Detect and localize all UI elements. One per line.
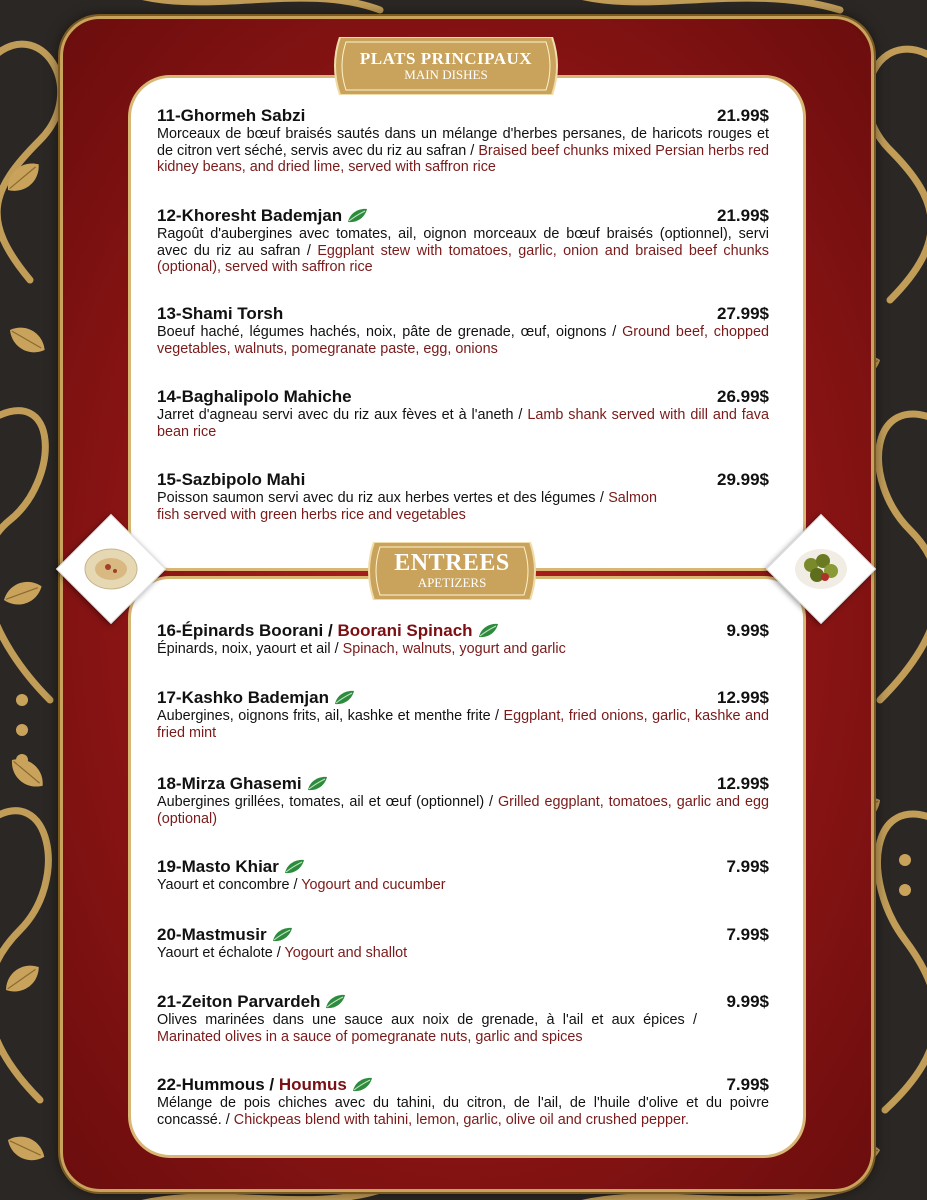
vegetarian-leaf-icon (283, 859, 305, 875)
main-dishes-title: PLATS PRINCIPAUX (359, 48, 533, 68)
item-description: Olives marinées dans une sauce aux noix de grenade, à l'ail et aux épices / Marinated olives in a sauce of pomegranate nuts, garlic and spices (157, 1012, 698, 1045)
item-name: 12-Khoresht Bademjan (157, 206, 368, 225)
item-description: Yaourt et échalote / Yogourt and shallot (157, 945, 408, 961)
item-name: 19-Masto Khiar (157, 857, 305, 876)
item-description: Ragoût d'aubergines avec tomates, ail, oignon morceaux de bœuf braisés (optionnel), servi avec du riz au safran / Eggplant stew with tomatoes, garlic, onion and braised beef chunks (optional), served with saffron rice (157, 226, 769, 275)
menu-item-sazbipolo-mahi (157, 470, 769, 523)
item-price: 9.99$ (726, 992, 769, 1011)
item-name: 18-Mirza Ghasemi (157, 774, 328, 793)
item-name: 14-Baghalipolo Mahiche (157, 387, 352, 406)
item-price: 21.99$ (717, 106, 769, 125)
item-price: 12.99$ (717, 774, 769, 793)
vegetarian-leaf-icon (346, 208, 368, 224)
item-price: 27.99$ (717, 304, 769, 323)
menu-item-mirza-ghasemi (157, 774, 769, 827)
menu-item-mastmusir (157, 925, 769, 962)
item-name: 16-Épinards Boorani / Boorani Spinach (157, 621, 499, 640)
item-description: Poisson saumon servi avec du riz aux herbes vertes et des légumes / Salmon fish served with green herbs rice and vegetables (157, 490, 657, 523)
menu-item-shami-torsh (157, 304, 769, 357)
item-price: 21.99$ (717, 206, 769, 225)
item-price: 7.99$ (726, 925, 769, 944)
item-price: 29.99$ (717, 470, 769, 489)
item-name: 17-Kashko Bademjan (157, 688, 355, 707)
menu-item-khoresht-bademjan (157, 206, 769, 276)
item-description: Boeuf haché, légumes hachés, noix, pâte de grenade, œuf, oignons / Ground beef, chopped vegetables, walnuts, pomegranate paste, egg, onions (157, 324, 769, 357)
entrees-subtitle: APETIZERS (417, 575, 487, 591)
item-name: 22-Hummous / Houmus (157, 1075, 373, 1094)
vegetarian-leaf-icon (333, 690, 355, 706)
vegetarian-leaf-icon (351, 1077, 373, 1093)
vegetarian-leaf-icon (271, 927, 293, 943)
item-price: 12.99$ (717, 688, 769, 707)
item-description: Aubergines grillées, tomates, ail et œuf (optionnel) / Grilled eggplant, tomatoes, garlic and egg (optional) (157, 794, 769, 827)
item-description: Aubergines, oignons frits, ail, kashke et menthe frite / Eggplant, fried onions, garlic, kashke and fried mint (157, 708, 769, 741)
menu-item-boorani (157, 621, 769, 658)
vegetarian-leaf-icon (324, 994, 346, 1010)
item-description: Jarret d'agneau servi avec du riz aux fèves et à l'aneth / Lamb shank served with dill and fava bean rice (157, 407, 769, 440)
vegetarian-leaf-icon (477, 623, 499, 639)
menu-item-hummous (157, 1075, 769, 1128)
item-price: 7.99$ (726, 857, 769, 876)
item-description: Épinards, noix, yaourt et ail / Spinach, walnuts, yogurt and garlic (157, 641, 566, 657)
item-name: 21-Zeiton Parvardeh (157, 992, 346, 1011)
menu-item-zeiton-parvardeh (157, 992, 769, 1045)
item-description: Yaourt et concombre / Yogourt and cucumber (157, 877, 446, 893)
menu-item-baghalipolo-mahiche (157, 387, 769, 440)
menu-item-ghormeh-sabzi (157, 106, 769, 176)
menu-item-masto-khiar (157, 857, 769, 894)
menu-item-kashko-bademjan (157, 688, 769, 741)
vegetarian-leaf-icon (306, 776, 328, 792)
main-dishes-banner (330, 37, 562, 95)
item-name: 15-Sazbipolo Mahi (157, 470, 306, 489)
item-name: 20-Mastmusir (157, 925, 293, 944)
main-dishes-subtitle: MAIN DISHES (404, 66, 488, 82)
item-price: 26.99$ (717, 387, 769, 406)
item-name: 13-Shami Torsh (157, 304, 284, 323)
item-price: 7.99$ (726, 1075, 769, 1094)
entrees-title: ENTREES (394, 550, 510, 577)
item-price: 9.99$ (726, 621, 769, 640)
entrees-banner (364, 542, 540, 600)
item-name: 11-Ghormeh Sabzi (157, 106, 306, 125)
item-description: Morceaux de bœuf braisés sautés dans un mélange d'herbes persanes, de haricots rouges et de citron vert séché, servis avec du riz au safran / Braised beef chunks mixed Persian herbs red kidney beans, and dried lime, served with saffron rice (157, 126, 769, 175)
item-description: Mélange de pois chiches avec du tahini, du citron, de l'ail, de l'huile d'olive et du poivre concassé. / Chickpeas blend with tahini, lemon, garlic, olive oil and crushed pepper. (157, 1095, 769, 1128)
